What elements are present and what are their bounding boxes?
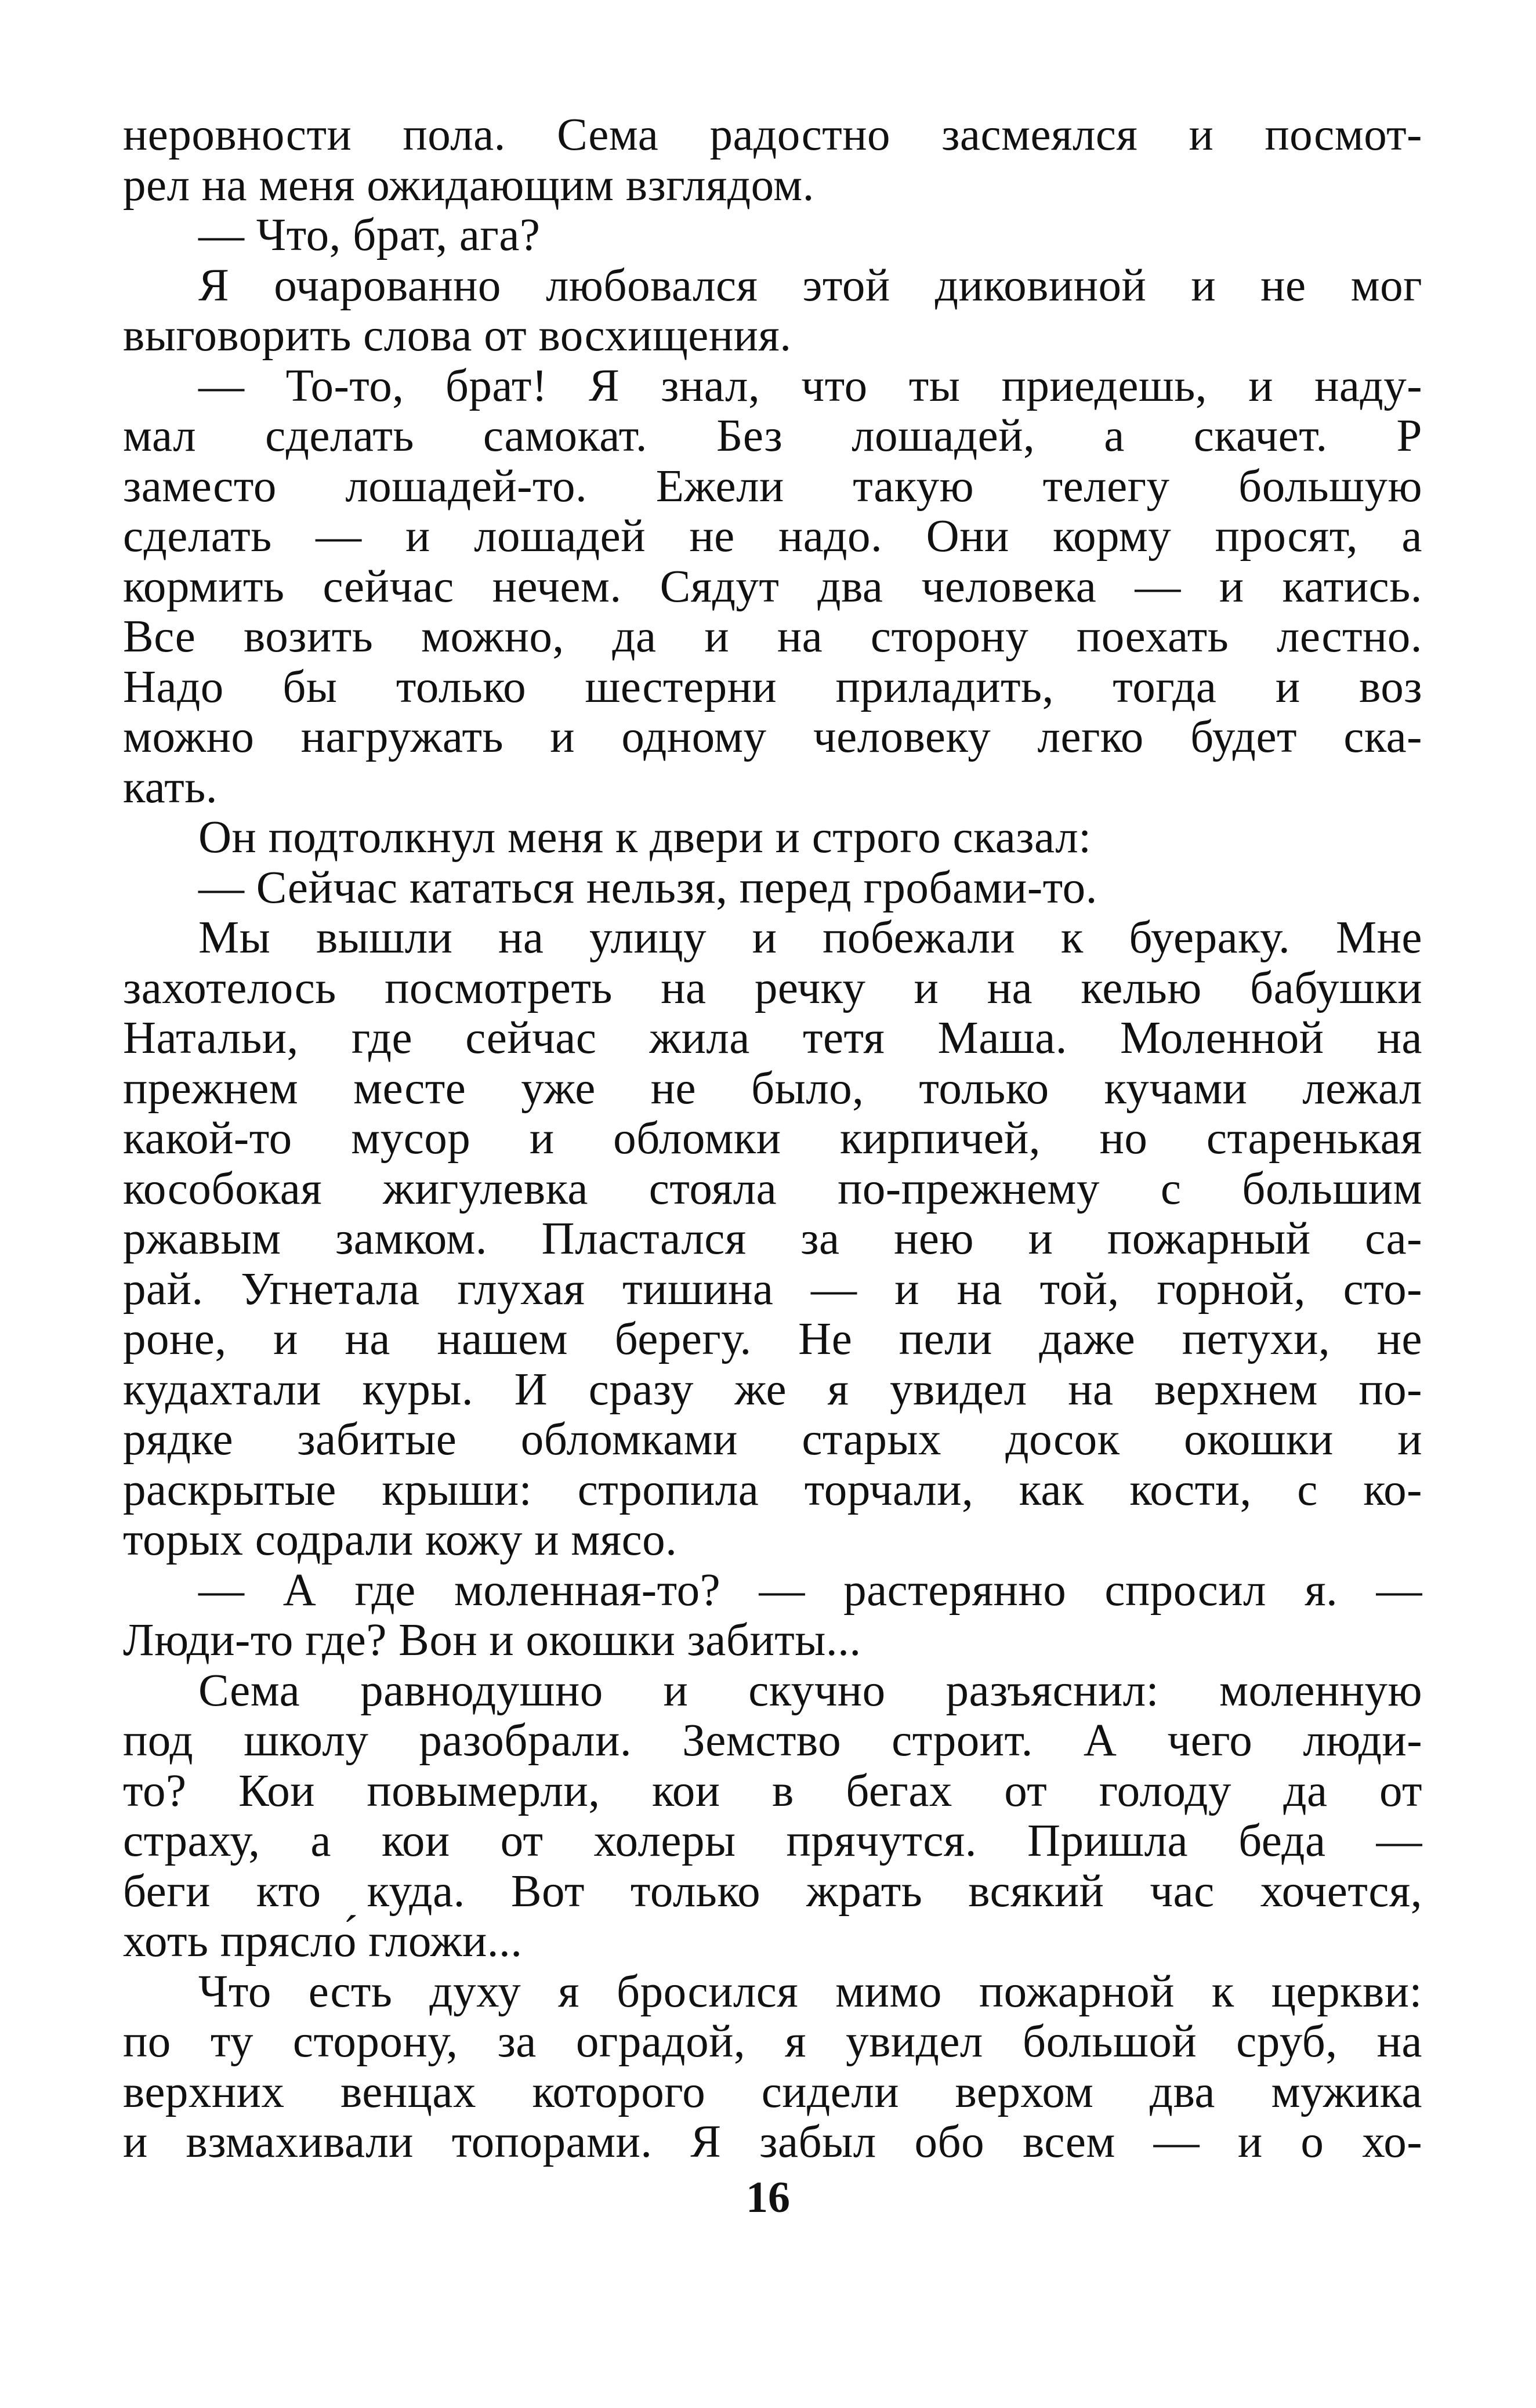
text-line: рел на меня ожидающим взглядом. xyxy=(123,160,814,211)
text-line: Я очарованно любовался этой диковиной и не мог xyxy=(198,260,1422,311)
text-line: и взмахивали топорами. Я забыл обо всем — и о хо- xyxy=(123,2117,1422,2167)
text-line: рядке забитые обломками старых досок окошки и xyxy=(123,1414,1422,1465)
text-line: кудахтали куры. И сразу же я увидел на верхнем по- xyxy=(123,1364,1422,1415)
text-line: какой-то мусор и обломки кирпичей, но старенькая xyxy=(123,1113,1422,1164)
text-line: то? Кои повымерли, кои в бегах от голоду да от xyxy=(123,1765,1422,1816)
text-line: — То-то, брат! Я знал, что ты приедешь, и наду- xyxy=(198,360,1422,411)
text-line: Натальи, где сейчас жила тетя Маша. Моленной на xyxy=(123,1013,1422,1063)
text-line: беги кто куда. Вот только жрать всякий час хочется, xyxy=(123,1866,1422,1917)
text-line: можно нагружать и одному человеку легко будет ска- xyxy=(123,712,1422,762)
text-line: Надо бы только шестерни приладить, тогда и воз xyxy=(123,661,1422,712)
text-line: — Что, брат, ага? xyxy=(198,210,541,260)
text-line: кать. xyxy=(123,762,218,813)
text-line: страху, а кои от холеры прячутся. Пришла беда — xyxy=(123,1816,1422,1866)
text-line: Все возить можно, да и на сторону поехать лестно. xyxy=(123,611,1422,662)
text-line: кормить сейчас нечем. Сядут два человека — и катись. xyxy=(123,561,1422,612)
text-line: по ту сторону, за оградой, я увидел большой сруб, на xyxy=(123,2016,1422,2067)
text-line: мал сделать самокат. Без лошадей, а скачет. Р xyxy=(123,411,1422,461)
text-line: захотелось посмотреть на речку и на келью бабушки xyxy=(123,962,1422,1013)
page-number: 16 xyxy=(746,2173,790,2222)
text-line: Сема равнодушно и скучно разъяснил: моленную xyxy=(198,1665,1422,1716)
text-line: ржавым замком. Пластался за нею и пожарный са- xyxy=(123,1214,1422,1264)
text-line: под школу разобрали. Земство строит. А чего люди- xyxy=(123,1715,1422,1766)
text-line: торых содрали кожу и мясо. xyxy=(123,1515,678,1565)
text-line: Он подтолкнул меня к двери и строго сказал: xyxy=(198,812,1092,863)
text-line: выговорить слова от восхищения. xyxy=(123,310,792,361)
text-line: кособокая жигулевка стояла по-прежнему с большим xyxy=(123,1163,1422,1214)
text-line: прежнем месте уже не было, только кучами лежал xyxy=(123,1063,1422,1114)
text-line: заместо лошадей-то. Ежели такую телегу большую xyxy=(123,461,1422,512)
text-line: неровности пола. Сема радостно засмеялся и посмот- xyxy=(123,110,1422,160)
text-line: Люди-то где? Вон и окошки забиты... xyxy=(123,1615,861,1665)
text-line: Мы вышли на улицу и побежали к буераку. Мне xyxy=(198,912,1422,963)
text-line: — А где моленная-то? — растерянно спросил я. — xyxy=(198,1565,1422,1616)
text-line: роне, и на нашем берегу. Не пели даже петухи, не xyxy=(123,1314,1422,1364)
body-text xyxy=(123,110,1422,2168)
text-line: — Сейчас кататься нельзя, перед гробами-то. xyxy=(198,862,1097,913)
text-line: рай. Угнетала глухая тишина — и на той, горной, сто- xyxy=(123,1263,1422,1315)
text-line: сделать — и лошадей не надо. Они корму просят, а xyxy=(123,511,1422,562)
text-line: верхних венцах которого сидели верхом два мужика xyxy=(123,2066,1422,2117)
text-line: раскрытые крыши: стропила торчали, как кости, с ко- xyxy=(123,1464,1422,1515)
text-line: хоть прясло́ гложи... xyxy=(123,1916,523,1967)
text-line: Что есть духу я бросился мимо пожарной к церкви: xyxy=(198,1966,1422,2017)
